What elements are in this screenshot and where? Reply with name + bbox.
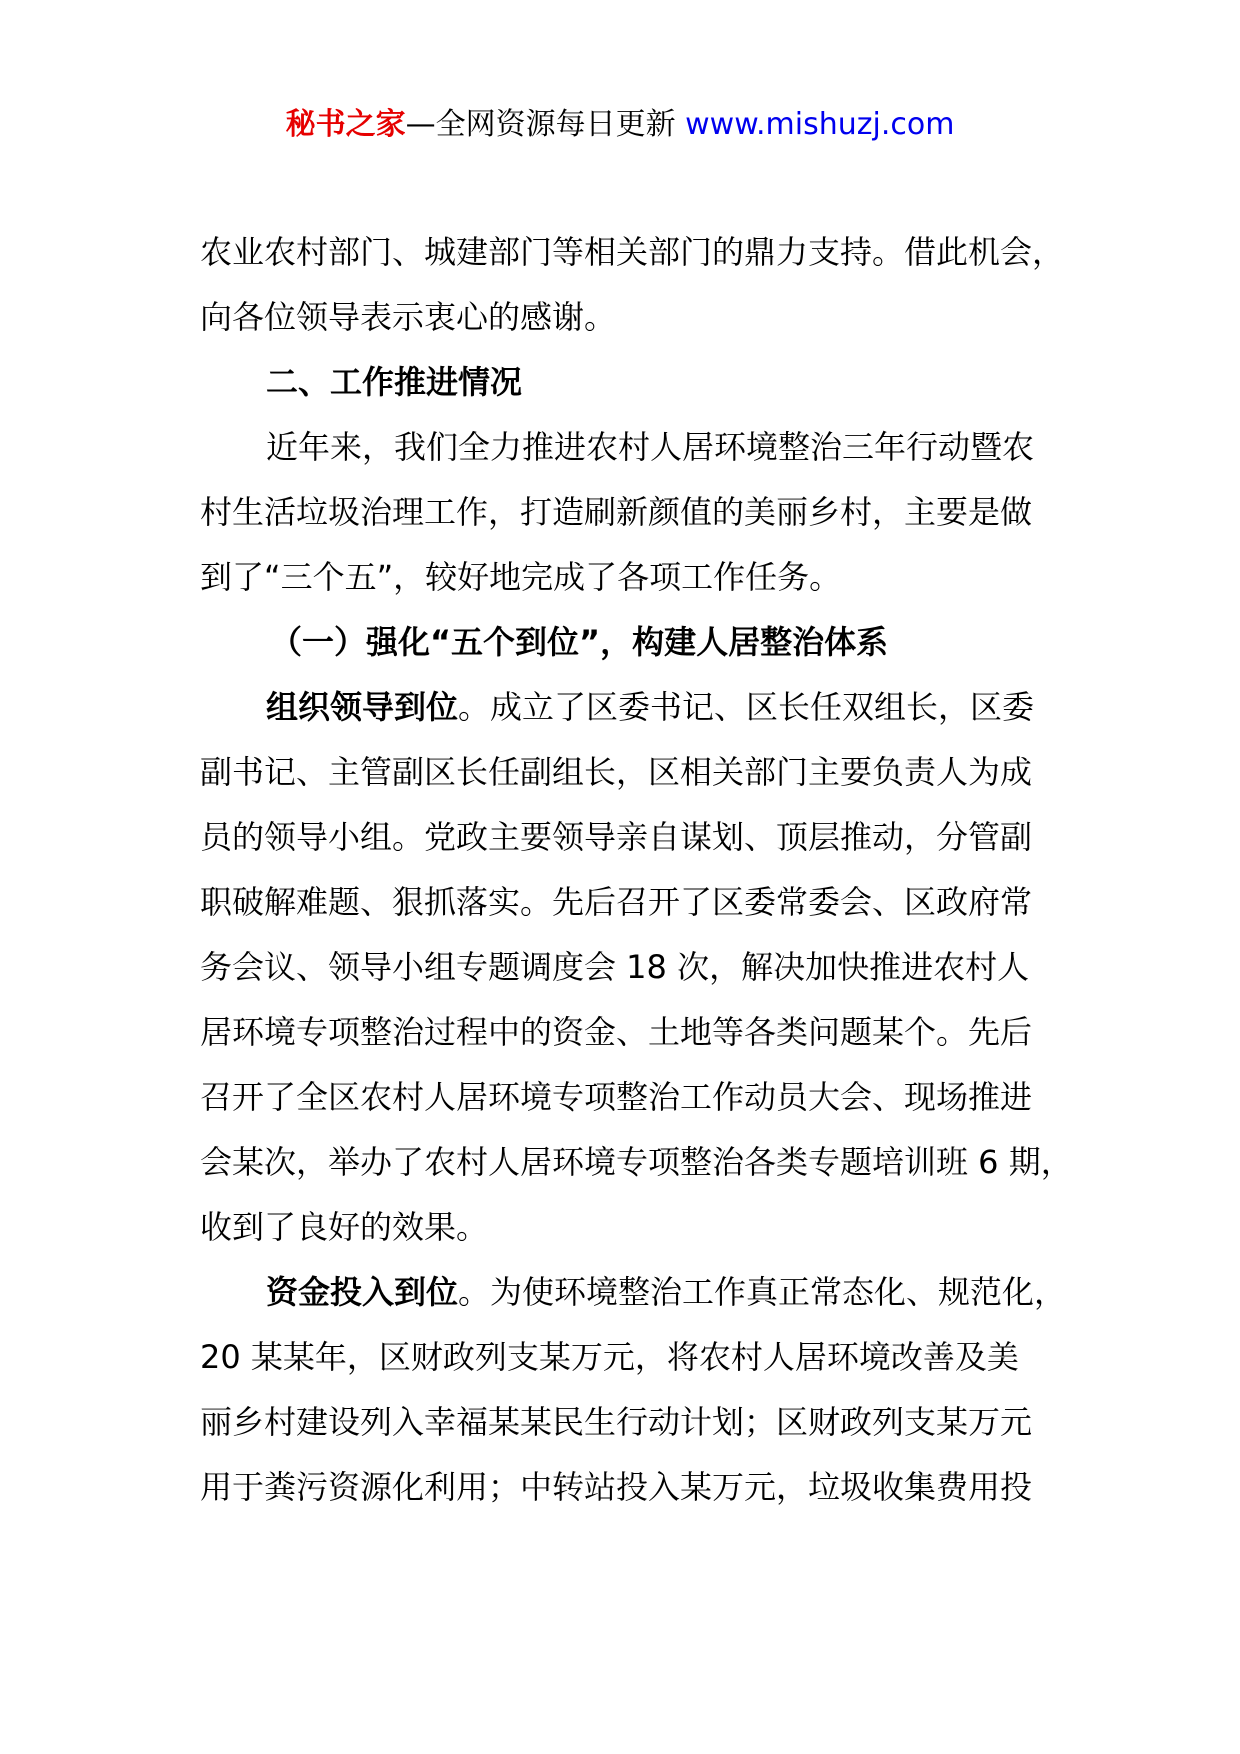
paragraph-line: 召开了全区农村人居环境专项整治工作动员大会、现场推进 bbox=[200, 1078, 1033, 1116]
paragraph-line: 务会议、领导小组专题调度会 18 次，解决加快推进农村人 bbox=[200, 948, 1030, 986]
paragraph-line: 村生活垃圾治理工作，打造刷新颜值的美丽乡村，主要是做 bbox=[200, 493, 1033, 531]
paragraph-lead-term: 组织领导到位 bbox=[266, 688, 459, 726]
site-tagline: —全网资源每日更新 bbox=[405, 107, 686, 142]
paragraph-line: 农业农村部门、城建部门等相关部门的鼎力支持。借此机会， bbox=[200, 233, 1065, 271]
paragraph-line: 近年来，我们全力推进农村人居环境整治三年行动暨农 bbox=[266, 428, 1035, 466]
subsection-heading: （一）强化“五个到位”，构建人居整治体系 bbox=[270, 623, 889, 661]
paragraph-line: 收到了良好的效果。 bbox=[200, 1208, 489, 1246]
document-body bbox=[200, 220, 1100, 1520]
paragraph-line: 向各位领导表示衷心的感谢。 bbox=[200, 298, 617, 336]
paragraph-line: 员的领导小组。党政主要领导亲自谋划、顶层推动，分管副 bbox=[200, 818, 1033, 856]
paragraph-line: 丽乡村建设列入幸福某某民生行动计划；区财政列支某万元 bbox=[200, 1403, 1033, 1441]
site-header bbox=[0, 102, 1240, 148]
paragraph-line bbox=[200, 675, 1100, 740]
paragraph-line: 20 某某年，区财政列支某万元，将农村人居环境改善及美 bbox=[200, 1338, 1019, 1376]
paragraph-text: 。为使环境整治工作真正常态化、规范化， bbox=[458, 1273, 1067, 1311]
site-url-link[interactable]: www.mishuzj.com bbox=[685, 107, 955, 142]
paragraph-lead-term: 资金投入到位 bbox=[266, 1273, 459, 1311]
paragraph-line: 用于粪污资源化利用；中转站投入某万元，垃圾收集费用投 bbox=[200, 1468, 1033, 1506]
paragraph-line: 居环境专项整治过程中的资金、土地等各类问题某个。先后 bbox=[200, 1013, 1033, 1051]
paragraph-text: 。成立了区委书记、区长任双组长，区委 bbox=[458, 688, 1035, 726]
paragraph-line: 职破解难题、狠抓落实。先后召开了区委常委会、区政府常 bbox=[200, 883, 1033, 921]
paragraph-line bbox=[200, 1260, 1100, 1325]
section-heading: 二、工作推进情况 bbox=[266, 363, 523, 401]
paragraph-line: 会某次，举办了农村人居环境专项整治各类专题培训班 6 期， bbox=[200, 1143, 1073, 1181]
paragraph-line: 副书记、主管副区长任副组长，区相关部门主要负责人为成 bbox=[200, 753, 1033, 791]
site-brand: 秘书之家 bbox=[285, 107, 406, 142]
paragraph-line: 到了“三个五”，较好地完成了各项工作任务。 bbox=[200, 558, 842, 596]
